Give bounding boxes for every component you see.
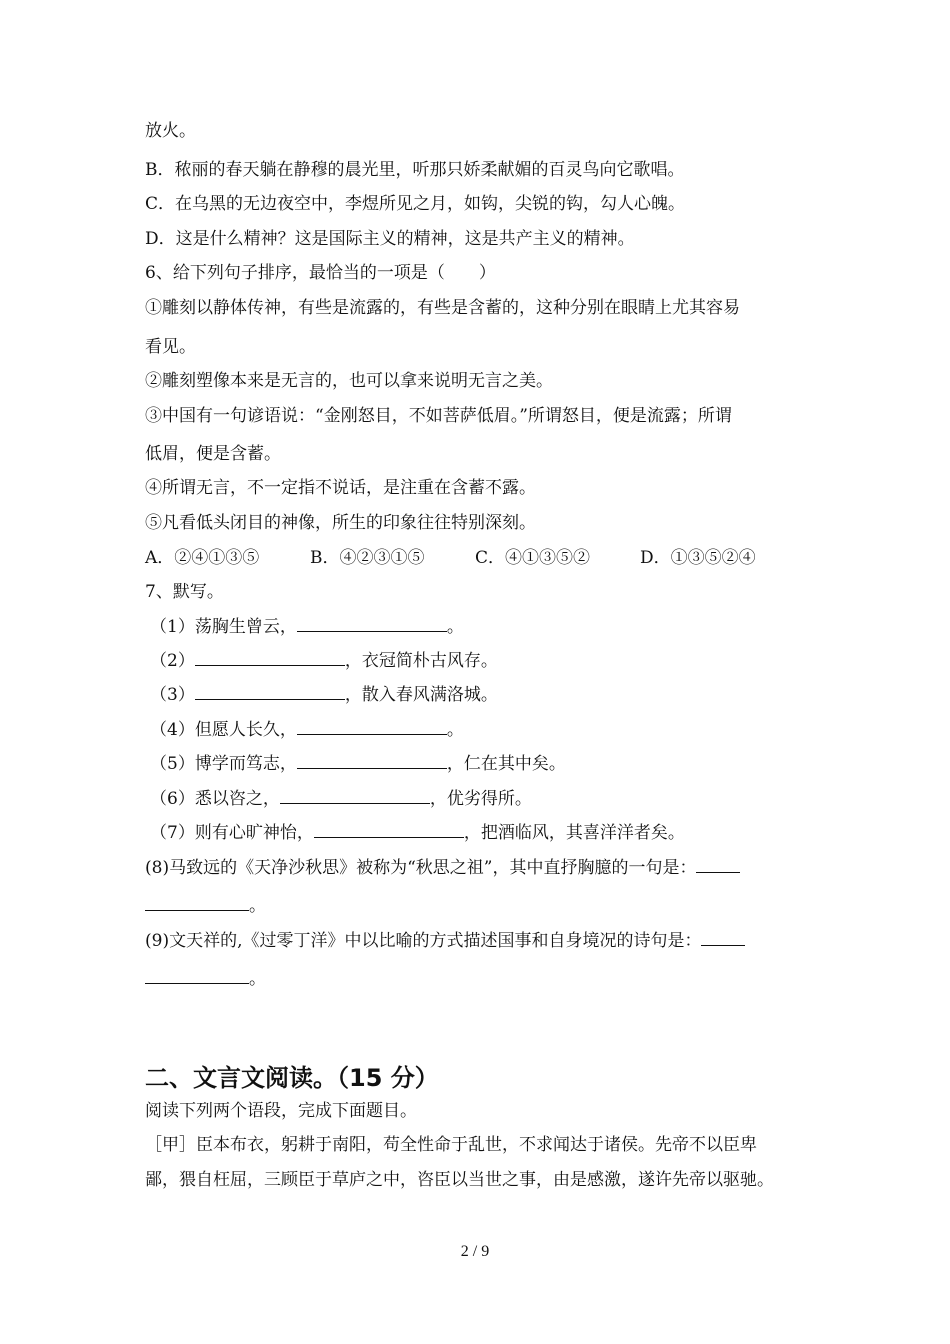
q6-option-a: A．②④①③⑤ xyxy=(145,548,260,568)
q7-item-9: (9)文天祥的,《过零丁洋》中以比喻的方式描述国事和自身境况的诗句是： xyxy=(145,930,745,952)
q6-stem: 6、给下列句子排序，最恰当的一项是（ ） xyxy=(145,263,496,283)
answer-blank[interactable] xyxy=(195,684,345,700)
answer-blank[interactable] xyxy=(145,895,249,911)
answer-blank[interactable] xyxy=(145,968,249,984)
passage-jia-line-2: 鄙，猥自枉屈，三顾臣于草庐之中，咨臣以当世之事，由是感激，遂许先帝以驱驰。 xyxy=(145,1170,774,1190)
q7-item-7: （7）则有心旷神怡， ，把酒临风，其喜洋洋者矣。 xyxy=(150,823,685,843)
answer-blank[interactable] xyxy=(297,719,447,735)
q7-item-3: （3） ，散入春风满洛城。 xyxy=(150,685,498,705)
answer-blank[interactable] xyxy=(280,788,430,804)
q7-stem: 7、默写。 xyxy=(145,582,224,602)
q6-option-c: C．④①③⑤② xyxy=(475,548,591,568)
q6-option-d: D．①③⑤②④ xyxy=(640,548,756,568)
answer-blank[interactable] xyxy=(314,822,464,838)
q7-item-6: （6）悉以咨之， ，优劣得所。 xyxy=(150,789,532,809)
q6-sentence-2: ②雕刻塑像本来是无言的，也可以拿来说明无言之美。 xyxy=(145,371,553,391)
q7-item-4: （4）但愿人长久， 。 xyxy=(150,720,464,740)
q5-option-c: C．在乌黑的无边夜空中，李煜所见之月，如钩，尖锐的钩，勾人心魄。 xyxy=(145,194,686,214)
q7-item-9-cont: 。 xyxy=(145,968,266,990)
passage-jia-line-1: ［甲］臣本布衣，躬耕于南阳，苟全性命于乱世，不求闻达于诸侯。先帝不以臣卑 xyxy=(145,1135,757,1155)
q6-sentence-5: ⑤凡看低头闭目的神像，所生的印象往往特别深刻。 xyxy=(145,513,536,533)
q6-sentence-3-cont: 低眉，便是含蓄。 xyxy=(145,444,281,464)
q7-item-8-cont: 。 xyxy=(145,895,266,917)
section-heading: 二、文言文阅读。（15 分） xyxy=(145,1064,439,1092)
answer-blank[interactable] xyxy=(696,857,740,873)
section-intro: 阅读下列两个语段，完成下面题目。 xyxy=(145,1101,417,1121)
q7-item-1: （1）荡胸生曾云， 。 xyxy=(150,617,464,637)
answer-blank[interactable] xyxy=(195,650,345,666)
q7-item-2: （2） ，衣冠简朴古风存。 xyxy=(150,651,498,671)
answer-blank[interactable] xyxy=(701,930,745,946)
q6-sentence-1-cont: 看见。 xyxy=(145,337,196,357)
answer-blank[interactable] xyxy=(297,616,447,632)
q6-sentence-4: ④所谓无言，不一定指不说话，是注重在含蓄不露。 xyxy=(145,478,536,498)
q5-option-b: B．秾丽的春天躺在静穆的晨光里，听那只娇柔献媚的百灵鸟向它歌唱。 xyxy=(145,160,685,180)
answer-blank[interactable] xyxy=(297,753,447,769)
page-number: 2 / 9 xyxy=(460,1243,490,1260)
q5-continuation: 放火。 xyxy=(145,121,196,141)
q6-option-b: B．④②③①⑤ xyxy=(310,548,425,568)
q5-option-d: D．这是什么精神？这是国际主义的精神，这是共产主义的精神。 xyxy=(145,229,635,249)
q6-sentence-1: ①雕刻以静体传神，有些是流露的，有些是含蓄的，这种分别在眼睛上尤其容易 xyxy=(145,298,740,318)
q6-sentence-3: ③中国有一句谚语说：“金刚怒目，不如菩萨低眉。”所谓怒目，便是流露；所谓 xyxy=(145,406,732,426)
q7-item-5: （5）博学而笃志， ，仁在其中矣。 xyxy=(150,754,566,774)
q7-item-8: (8)马致远的《天净沙秋思》被称为“秋思之祖”，其中直抒胸臆的一句是： xyxy=(145,857,740,879)
